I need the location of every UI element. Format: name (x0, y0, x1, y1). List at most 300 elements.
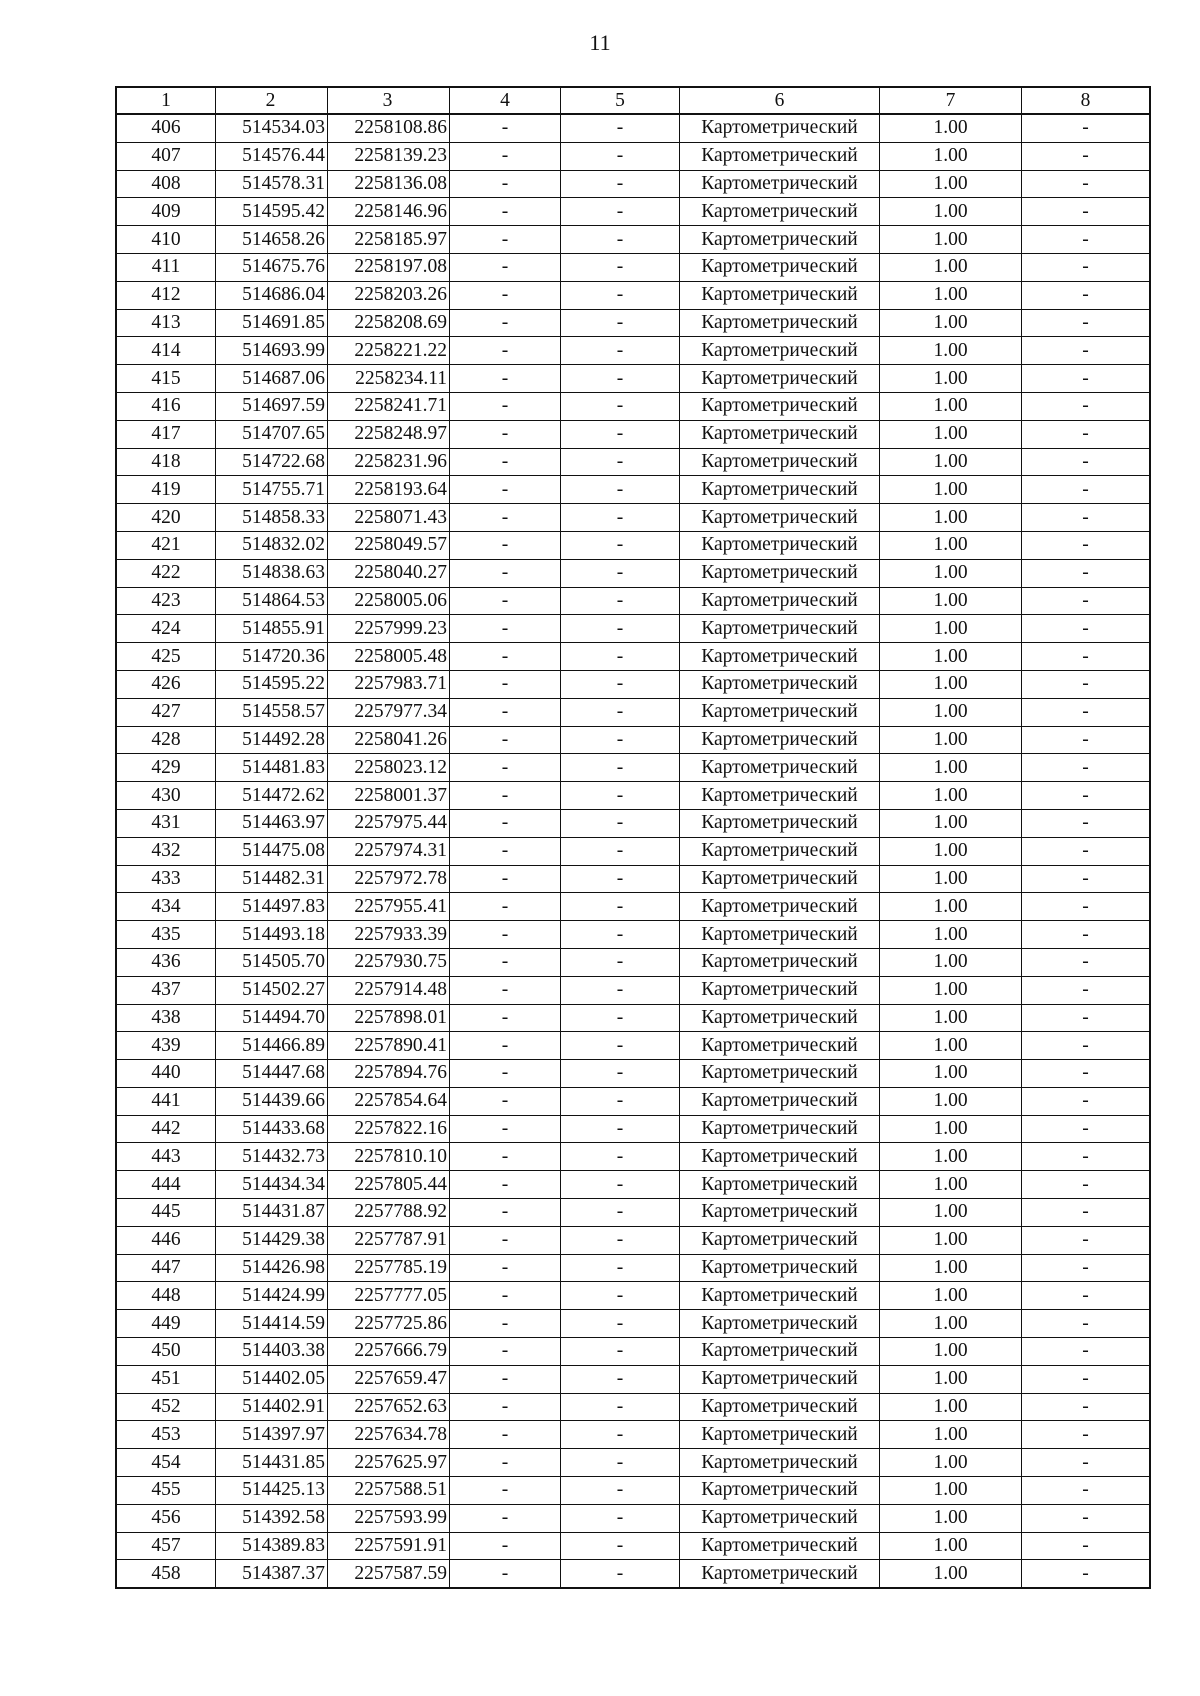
column-8-cell: - (1022, 1282, 1151, 1310)
table-row (116, 559, 1150, 587)
point-number-cell: 432 (116, 837, 216, 865)
column-8-cell: - (1022, 1143, 1151, 1171)
table-row (116, 1282, 1150, 1310)
accuracy-cell: 1.00 (880, 587, 1022, 615)
x-coordinate-cell: 514433.68 (216, 1115, 328, 1143)
column-4-cell: - (450, 281, 561, 309)
x-coordinate-cell: 514481.83 (216, 754, 328, 782)
point-number-cell: 435 (116, 921, 216, 949)
accuracy-cell: 1.00 (880, 1254, 1022, 1282)
y-coordinate-cell: 2258193.64 (328, 476, 450, 504)
method-cell: Картометрический (680, 1060, 880, 1088)
method-cell: Картометрический (680, 559, 880, 587)
column-5-cell: - (561, 337, 680, 365)
method-cell: Картометрический (680, 448, 880, 476)
point-number-cell: 452 (116, 1393, 216, 1421)
point-number-cell: 409 (116, 198, 216, 226)
x-coordinate-cell: 514402.91 (216, 1393, 328, 1421)
column-5-cell: - (561, 476, 680, 504)
y-coordinate-cell: 2258241.71 (328, 392, 450, 420)
column-4-cell: - (450, 1115, 561, 1143)
accuracy-cell: 1.00 (880, 1477, 1022, 1505)
column-4-cell: - (450, 476, 561, 504)
column-5-cell: - (561, 782, 680, 810)
column-5-cell: - (561, 1532, 680, 1560)
y-coordinate-cell: 2258197.08 (328, 253, 450, 281)
table-row (116, 1254, 1150, 1282)
table-row (116, 1060, 1150, 1088)
table-row (116, 365, 1150, 393)
point-number-cell: 449 (116, 1310, 216, 1338)
table-row (116, 309, 1150, 337)
y-coordinate-cell: 2257974.31 (328, 837, 450, 865)
column-5-cell: - (561, 976, 680, 1004)
y-coordinate-cell: 2257788.92 (328, 1199, 450, 1227)
column-8-cell: - (1022, 893, 1151, 921)
point-number-cell: 445 (116, 1199, 216, 1227)
table-row (116, 253, 1150, 281)
column-4-cell: - (450, 976, 561, 1004)
column-8-cell: - (1022, 643, 1151, 671)
accuracy-cell: 1.00 (880, 309, 1022, 337)
column-4-cell: - (450, 865, 561, 893)
column-4-cell: - (450, 1365, 561, 1393)
accuracy-cell: 1.00 (880, 1393, 1022, 1421)
x-coordinate-cell: 514832.02 (216, 531, 328, 559)
accuracy-cell: 1.00 (880, 1032, 1022, 1060)
table-row (116, 1226, 1150, 1254)
table-row (116, 476, 1150, 504)
y-coordinate-cell: 2257634.78 (328, 1421, 450, 1449)
column-header-3: 3 (328, 87, 450, 114)
column-8-cell: - (1022, 1449, 1151, 1477)
accuracy-cell: 1.00 (880, 1143, 1022, 1171)
y-coordinate-cell: 2257587.59 (328, 1560, 450, 1588)
accuracy-cell: 1.00 (880, 1171, 1022, 1199)
column-4-cell: - (450, 615, 561, 643)
table-row (116, 281, 1150, 309)
method-cell: Картометрический (680, 726, 880, 754)
column-5-cell: - (561, 1171, 680, 1199)
method-cell: Картометрический (680, 809, 880, 837)
table-row (116, 170, 1150, 198)
column-5-cell: - (561, 1310, 680, 1338)
x-coordinate-cell: 514838.63 (216, 559, 328, 587)
point-number-cell: 406 (116, 114, 216, 142)
column-header-8: 8 (1022, 87, 1151, 114)
accuracy-cell: 1.00 (880, 281, 1022, 309)
method-cell: Картометрический (680, 253, 880, 281)
x-coordinate-cell: 514722.68 (216, 448, 328, 476)
column-4-cell: - (450, 587, 561, 615)
column-8-cell: - (1022, 1171, 1151, 1199)
y-coordinate-cell: 2257593.99 (328, 1504, 450, 1532)
column-8-cell: - (1022, 170, 1151, 198)
table-row (116, 837, 1150, 865)
x-coordinate-cell: 514397.97 (216, 1421, 328, 1449)
point-number-cell: 455 (116, 1477, 216, 1505)
accuracy-cell: 1.00 (880, 1560, 1022, 1588)
column-5-cell: - (561, 1477, 680, 1505)
column-5-cell: - (561, 420, 680, 448)
method-cell: Картометрический (680, 1365, 880, 1393)
method-cell: Картометрический (680, 1254, 880, 1282)
column-8-cell: - (1022, 448, 1151, 476)
table-row (116, 615, 1150, 643)
table-row (116, 337, 1150, 365)
y-coordinate-cell: 2258023.12 (328, 754, 450, 782)
point-number-cell: 453 (116, 1421, 216, 1449)
x-coordinate-cell: 514482.31 (216, 865, 328, 893)
column-8-cell: - (1022, 1393, 1151, 1421)
y-coordinate-cell: 2257898.01 (328, 1004, 450, 1032)
column-8-cell: - (1022, 1087, 1151, 1115)
column-4-cell: - (450, 309, 561, 337)
column-4-cell: - (450, 1171, 561, 1199)
table-row (116, 1560, 1150, 1588)
table-row (116, 893, 1150, 921)
table-row (116, 1032, 1150, 1060)
x-coordinate-cell: 514492.28 (216, 726, 328, 754)
column-8-cell: - (1022, 754, 1151, 782)
column-8-cell: - (1022, 726, 1151, 754)
column-4-cell: - (450, 782, 561, 810)
coordinates-table (115, 86, 1151, 1589)
x-coordinate-cell: 514505.70 (216, 948, 328, 976)
table-row (116, 809, 1150, 837)
column-header-7: 7 (880, 87, 1022, 114)
y-coordinate-cell: 2257983.71 (328, 670, 450, 698)
accuracy-cell: 1.00 (880, 142, 1022, 170)
method-cell: Картометрический (680, 1449, 880, 1477)
column-5-cell: - (561, 948, 680, 976)
x-coordinate-cell: 514558.57 (216, 698, 328, 726)
column-5-cell: - (561, 809, 680, 837)
x-coordinate-cell: 514431.85 (216, 1449, 328, 1477)
method-cell: Картометрический (680, 1338, 880, 1366)
x-coordinate-cell: 514595.42 (216, 198, 328, 226)
column-4-cell: - (450, 1143, 561, 1171)
y-coordinate-cell: 2257777.05 (328, 1282, 450, 1310)
column-5-cell: - (561, 1560, 680, 1588)
column-4-cell: - (450, 337, 561, 365)
column-4-cell: - (450, 365, 561, 393)
column-header-4: 4 (450, 87, 561, 114)
table-row (116, 976, 1150, 1004)
column-4-cell: - (450, 726, 561, 754)
point-number-cell: 412 (116, 281, 216, 309)
column-8-cell: - (1022, 1254, 1151, 1282)
point-number-cell: 418 (116, 448, 216, 476)
x-coordinate-cell: 514494.70 (216, 1004, 328, 1032)
x-coordinate-cell: 514424.99 (216, 1282, 328, 1310)
point-number-cell: 423 (116, 587, 216, 615)
accuracy-cell: 1.00 (880, 365, 1022, 393)
accuracy-cell: 1.00 (880, 504, 1022, 532)
y-coordinate-cell: 2257822.16 (328, 1115, 450, 1143)
column-8-cell: - (1022, 1338, 1151, 1366)
point-number-cell: 456 (116, 1504, 216, 1532)
column-8-cell: - (1022, 559, 1151, 587)
method-cell: Картометрический (680, 782, 880, 810)
accuracy-cell: 1.00 (880, 114, 1022, 142)
column-4-cell: - (450, 1504, 561, 1532)
y-coordinate-cell: 2257666.79 (328, 1338, 450, 1366)
column-4-cell: - (450, 1393, 561, 1421)
method-cell: Картометрический (680, 754, 880, 782)
table-row (116, 1143, 1150, 1171)
column-4-cell: - (450, 754, 561, 782)
point-number-cell: 420 (116, 504, 216, 532)
column-5-cell: - (561, 726, 680, 754)
y-coordinate-cell: 2257588.51 (328, 1477, 450, 1505)
point-number-cell: 437 (116, 976, 216, 1004)
y-coordinate-cell: 2257999.23 (328, 615, 450, 643)
accuracy-cell: 1.00 (880, 643, 1022, 671)
column-header-1: 1 (116, 87, 216, 114)
accuracy-cell: 1.00 (880, 476, 1022, 504)
accuracy-cell: 1.00 (880, 1310, 1022, 1338)
method-cell: Картометрический (680, 504, 880, 532)
column-5-cell: - (561, 281, 680, 309)
column-5-cell: - (561, 1504, 680, 1532)
column-8-cell: - (1022, 1532, 1151, 1560)
column-5-cell: - (561, 1115, 680, 1143)
column-8-cell: - (1022, 281, 1151, 309)
table-row (116, 1421, 1150, 1449)
column-8-cell: - (1022, 142, 1151, 170)
y-coordinate-cell: 2257785.19 (328, 1254, 450, 1282)
column-header-6: 6 (680, 87, 880, 114)
x-coordinate-cell: 514387.37 (216, 1560, 328, 1588)
column-5-cell: - (561, 893, 680, 921)
x-coordinate-cell: 514578.31 (216, 170, 328, 198)
y-coordinate-cell: 2258234.11 (328, 365, 450, 393)
method-cell: Картометрический (680, 170, 880, 198)
table-row (116, 1393, 1150, 1421)
x-coordinate-cell: 514658.26 (216, 226, 328, 254)
table-row (116, 1365, 1150, 1393)
y-coordinate-cell: 2257787.91 (328, 1226, 450, 1254)
accuracy-cell: 1.00 (880, 670, 1022, 698)
point-number-cell: 428 (116, 726, 216, 754)
x-coordinate-cell: 514720.36 (216, 643, 328, 671)
method-cell: Картометрический (680, 976, 880, 1004)
column-8-cell: - (1022, 1060, 1151, 1088)
column-5-cell: - (561, 1004, 680, 1032)
column-8-cell: - (1022, 309, 1151, 337)
method-cell: Картометрический (680, 281, 880, 309)
column-5-cell: - (561, 170, 680, 198)
y-coordinate-cell: 2258203.26 (328, 281, 450, 309)
y-coordinate-cell: 2257810.10 (328, 1143, 450, 1171)
column-header-2: 2 (216, 87, 328, 114)
method-cell: Картометрический (680, 615, 880, 643)
table-header (116, 87, 1150, 114)
column-5-cell: - (561, 615, 680, 643)
column-4-cell: - (450, 948, 561, 976)
method-cell: Картометрический (680, 1143, 880, 1171)
column-5-cell: - (561, 365, 680, 393)
y-coordinate-cell: 2258071.43 (328, 504, 450, 532)
x-coordinate-cell: 514426.98 (216, 1254, 328, 1282)
column-4-cell: - (450, 392, 561, 420)
column-4-cell: - (450, 253, 561, 281)
accuracy-cell: 1.00 (880, 948, 1022, 976)
header-row (116, 87, 1150, 114)
y-coordinate-cell: 2257625.97 (328, 1449, 450, 1477)
method-cell: Картометрический (680, 1421, 880, 1449)
point-number-cell: 436 (116, 948, 216, 976)
method-cell: Картометрический (680, 309, 880, 337)
column-8-cell: - (1022, 504, 1151, 532)
x-coordinate-cell: 514576.44 (216, 142, 328, 170)
x-coordinate-cell: 514755.71 (216, 476, 328, 504)
table-row (116, 587, 1150, 615)
accuracy-cell: 1.00 (880, 1449, 1022, 1477)
table-row (116, 1004, 1150, 1032)
point-number-cell: 422 (116, 559, 216, 587)
y-coordinate-cell: 2257659.47 (328, 1365, 450, 1393)
accuracy-cell: 1.00 (880, 1226, 1022, 1254)
x-coordinate-cell: 514463.97 (216, 809, 328, 837)
column-8-cell: - (1022, 865, 1151, 893)
method-cell: Картометрический (680, 865, 880, 893)
point-number-cell: 443 (116, 1143, 216, 1171)
y-coordinate-cell: 2258041.26 (328, 726, 450, 754)
column-4-cell: - (450, 1199, 561, 1227)
point-number-cell: 441 (116, 1087, 216, 1115)
method-cell: Картометрический (680, 643, 880, 671)
table-row (116, 921, 1150, 949)
column-8-cell: - (1022, 837, 1151, 865)
column-header-5: 5 (561, 87, 680, 114)
column-4-cell: - (450, 559, 561, 587)
column-5-cell: - (561, 198, 680, 226)
x-coordinate-cell: 514707.65 (216, 420, 328, 448)
column-5-cell: - (561, 1060, 680, 1088)
y-coordinate-cell: 2258185.97 (328, 226, 450, 254)
method-cell: Картометрический (680, 837, 880, 865)
point-number-cell: 450 (116, 1338, 216, 1366)
column-4-cell: - (450, 420, 561, 448)
accuracy-cell: 1.00 (880, 1060, 1022, 1088)
method-cell: Картометрический (680, 698, 880, 726)
column-8-cell: - (1022, 698, 1151, 726)
column-5-cell: - (561, 504, 680, 532)
column-5-cell: - (561, 142, 680, 170)
column-4-cell: - (450, 531, 561, 559)
point-number-cell: 454 (116, 1449, 216, 1477)
table-row (116, 1310, 1150, 1338)
y-coordinate-cell: 2257854.64 (328, 1087, 450, 1115)
table-row (116, 948, 1150, 976)
y-coordinate-cell: 2257894.76 (328, 1060, 450, 1088)
x-coordinate-cell: 514534.03 (216, 114, 328, 142)
x-coordinate-cell: 514686.04 (216, 281, 328, 309)
method-cell: Картометрический (680, 587, 880, 615)
accuracy-cell: 1.00 (880, 865, 1022, 893)
y-coordinate-cell: 2257933.39 (328, 921, 450, 949)
column-8-cell: - (1022, 1004, 1151, 1032)
y-coordinate-cell: 2258248.97 (328, 420, 450, 448)
method-cell: Картометрический (680, 392, 880, 420)
method-cell: Картометрический (680, 1226, 880, 1254)
x-coordinate-cell: 514855.91 (216, 615, 328, 643)
column-5-cell: - (561, 448, 680, 476)
column-5-cell: - (561, 392, 680, 420)
x-coordinate-cell: 514493.18 (216, 921, 328, 949)
table-row (116, 1449, 1150, 1477)
accuracy-cell: 1.00 (880, 1532, 1022, 1560)
table-body (116, 114, 1150, 1588)
accuracy-cell: 1.00 (880, 921, 1022, 949)
column-4-cell: - (450, 1532, 561, 1560)
accuracy-cell: 1.00 (880, 253, 1022, 281)
column-4-cell: - (450, 698, 561, 726)
y-coordinate-cell: 2258221.22 (328, 337, 450, 365)
accuracy-cell: 1.00 (880, 1504, 1022, 1532)
table-row (116, 504, 1150, 532)
y-coordinate-cell: 2257914.48 (328, 976, 450, 1004)
column-8-cell: - (1022, 1226, 1151, 1254)
x-coordinate-cell: 514414.59 (216, 1310, 328, 1338)
column-4-cell: - (450, 504, 561, 532)
column-5-cell: - (561, 559, 680, 587)
column-4-cell: - (450, 809, 561, 837)
method-cell: Картометрический (680, 337, 880, 365)
accuracy-cell: 1.00 (880, 976, 1022, 1004)
table-row (116, 1199, 1150, 1227)
y-coordinate-cell: 2258005.06 (328, 587, 450, 615)
point-number-cell: 446 (116, 1226, 216, 1254)
column-4-cell: - (450, 1004, 561, 1032)
table-row (116, 226, 1150, 254)
x-coordinate-cell: 514497.83 (216, 893, 328, 921)
column-4-cell: - (450, 1560, 561, 1588)
point-number-cell: 407 (116, 142, 216, 170)
y-coordinate-cell: 2257930.75 (328, 948, 450, 976)
column-8-cell: - (1022, 1504, 1151, 1532)
column-5-cell: - (561, 1032, 680, 1060)
y-coordinate-cell: 2258139.23 (328, 142, 450, 170)
accuracy-cell: 1.00 (880, 559, 1022, 587)
method-cell: Картометрический (680, 198, 880, 226)
point-number-cell: 421 (116, 531, 216, 559)
y-coordinate-cell: 2257591.91 (328, 1532, 450, 1560)
accuracy-cell: 1.00 (880, 226, 1022, 254)
column-4-cell: - (450, 893, 561, 921)
table-row (116, 726, 1150, 754)
column-8-cell: - (1022, 587, 1151, 615)
y-coordinate-cell: 2258005.48 (328, 643, 450, 671)
column-8-cell: - (1022, 1032, 1151, 1060)
column-5-cell: - (561, 698, 680, 726)
method-cell: Картометрический (680, 1477, 880, 1505)
column-4-cell: - (450, 1477, 561, 1505)
column-4-cell: - (450, 448, 561, 476)
x-coordinate-cell: 514691.85 (216, 309, 328, 337)
column-4-cell: - (450, 837, 561, 865)
point-number-cell: 415 (116, 365, 216, 393)
table-row (116, 1171, 1150, 1199)
table-row (116, 782, 1150, 810)
column-4-cell: - (450, 226, 561, 254)
column-5-cell: - (561, 1449, 680, 1477)
y-coordinate-cell: 2258231.96 (328, 448, 450, 476)
accuracy-cell: 1.00 (880, 198, 1022, 226)
x-coordinate-cell: 514447.68 (216, 1060, 328, 1088)
